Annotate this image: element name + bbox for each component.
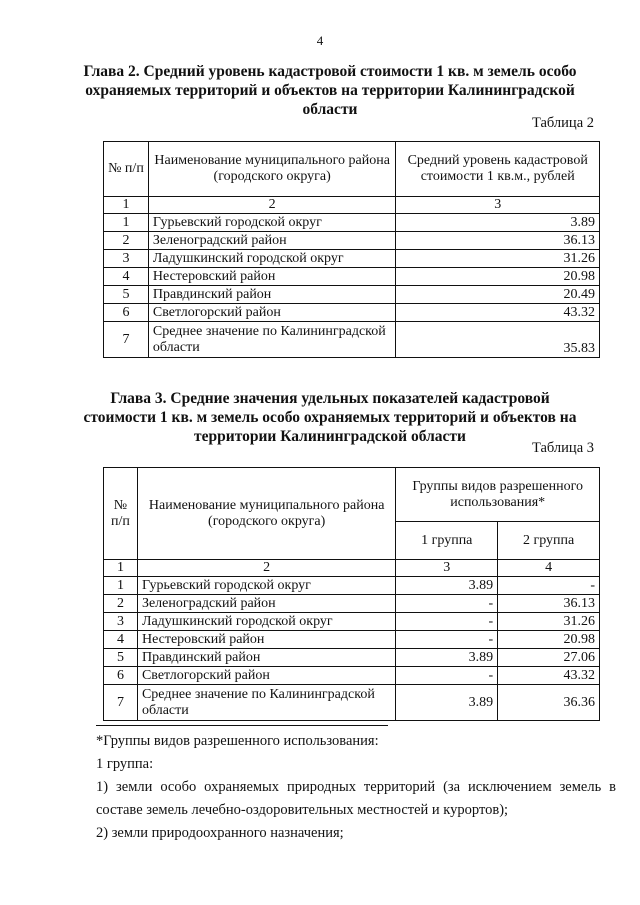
table-row [104, 631, 600, 649]
row-group-2: 36.36 [498, 685, 600, 721]
chapter-3-title-line: стоимости 1 кв. м земель особо охраняемых территорий и объектов на [83, 409, 577, 426]
header-num: № п/п [104, 142, 149, 197]
row-group-2: 43.32 [498, 667, 600, 685]
row-num: 3 [104, 613, 138, 631]
header-num: № п/п [104, 468, 138, 560]
table-row [104, 613, 600, 631]
header-name: Наименование муниципального района (городского округа) [137, 468, 395, 560]
row-group-2: 31.26 [498, 613, 600, 631]
table-row [104, 268, 600, 286]
row-name: Нестеровский район [137, 631, 395, 649]
row-num: 4 [104, 631, 138, 649]
table-2-caption: Таблица 2 [531, 115, 594, 131]
table-row [104, 667, 600, 685]
header-value: Средний уровень кадастровой стоимости 1 кв.м., рублей [396, 142, 600, 197]
row-name: Среднее значение по Калининградской области [137, 685, 395, 721]
col-number: 1 [104, 197, 149, 214]
table-row-average [104, 685, 600, 721]
row-value: 31.26 [396, 250, 600, 268]
row-value: 20.49 [396, 286, 600, 304]
row-group-2: 20.98 [498, 631, 600, 649]
row-num: 7 [104, 322, 149, 358]
table-header-row [104, 468, 600, 522]
table-row [104, 250, 600, 268]
footnote-divider [96, 725, 388, 726]
row-num: 7 [104, 685, 138, 721]
row-num: 2 [104, 595, 138, 613]
chapter-3-title-line: территории Калининградской области [194, 428, 466, 445]
row-group-2: 27.06 [498, 649, 600, 667]
row-name: Зеленоградский район [148, 232, 396, 250]
row-group-1: 3.89 [396, 685, 498, 721]
row-num: 3 [104, 250, 149, 268]
chapter-2-title-line: области [302, 101, 358, 118]
row-num: 6 [104, 304, 149, 322]
col-number: 4 [498, 560, 600, 577]
row-num: 6 [104, 667, 138, 685]
col-number: 1 [104, 560, 138, 577]
row-name: Ладушкинский городской округ [148, 250, 396, 268]
table-row-average [104, 322, 600, 358]
row-name: Светлогорский район [137, 667, 395, 685]
row-group-1: 3.89 [396, 649, 498, 667]
table-row [104, 304, 600, 322]
row-name: Правдинский район [137, 649, 395, 667]
col-number: 3 [396, 197, 600, 214]
row-value: 35.83 [396, 322, 600, 358]
row-group-1: 3.89 [396, 577, 498, 595]
column-number-row [104, 560, 600, 577]
table-row [104, 649, 600, 667]
table-3 [103, 467, 600, 721]
row-group-2: - [498, 577, 600, 595]
table-row [104, 232, 600, 250]
row-num: 5 [104, 286, 149, 304]
row-name: Светлогорский район [148, 304, 396, 322]
row-value: 20.98 [396, 268, 600, 286]
column-number-row [104, 197, 600, 214]
row-name: Нестеровский район [148, 268, 396, 286]
row-num: 1 [104, 577, 138, 595]
table-3-caption: Таблица 3 [531, 440, 594, 456]
row-value: 36.13 [396, 232, 600, 250]
table-row [104, 214, 600, 232]
header-group-2: 2 группа [498, 522, 600, 560]
col-number: 2 [148, 197, 396, 214]
row-name: Правдинский район [148, 286, 396, 304]
footnote-item-1: 1) земли особо охраняемых природных территорий (за исключением земель в составе земель лечебно-оздоровительных местностей и курортов); [96, 779, 616, 818]
row-group-1: - [396, 613, 498, 631]
row-num: 5 [104, 649, 138, 667]
col-number: 2 [137, 560, 395, 577]
footnote-title: *Группы видов разрешенного использования: [96, 733, 379, 749]
chapter-2-title-line: Глава 2. Средний уровень кадастровой стоимости 1 кв. м земель особо [83, 63, 577, 80]
row-num: 1 [104, 214, 149, 232]
col-number: 3 [396, 560, 498, 577]
table-2 [103, 141, 600, 358]
chapter-3-title [60, 389, 600, 446]
footnote-group-1: 1 группа: [96, 756, 154, 772]
chapter-2-title [60, 62, 600, 119]
row-value: 3.89 [396, 214, 600, 232]
row-name: Ладушкинский городской округ [137, 613, 395, 631]
row-name: Гурьевский городской округ [137, 577, 395, 595]
row-num: 4 [104, 268, 149, 286]
footnote-item-2: 2) земли природоохранного назначения; [96, 825, 344, 841]
row-group-2: 36.13 [498, 595, 600, 613]
page-number: 4 [316, 33, 324, 48]
table-row [104, 577, 600, 595]
row-value: 43.32 [396, 304, 600, 322]
header-groups: Группы видов разрешенного использования* [396, 468, 600, 522]
row-group-1: - [396, 667, 498, 685]
table-row [104, 286, 600, 304]
chapter-2-title-line: охраняемых территорий и объектов на территории Калининградской [85, 82, 575, 99]
row-name: Гурьевский городской округ [148, 214, 396, 232]
row-num: 2 [104, 232, 149, 250]
table-row [104, 595, 600, 613]
header-name: Наименование муниципального района (городского округа) [148, 142, 396, 197]
row-name: Среднее значение по Калининградской области [148, 322, 396, 358]
row-group-1: - [396, 631, 498, 649]
row-name: Зеленоградский район [137, 595, 395, 613]
table-header-row [104, 142, 600, 197]
chapter-3-title-line: Глава 3. Средние значения удельных показателей кадастровой [110, 390, 550, 407]
row-group-1: - [396, 595, 498, 613]
header-group-1: 1 группа [396, 522, 498, 560]
